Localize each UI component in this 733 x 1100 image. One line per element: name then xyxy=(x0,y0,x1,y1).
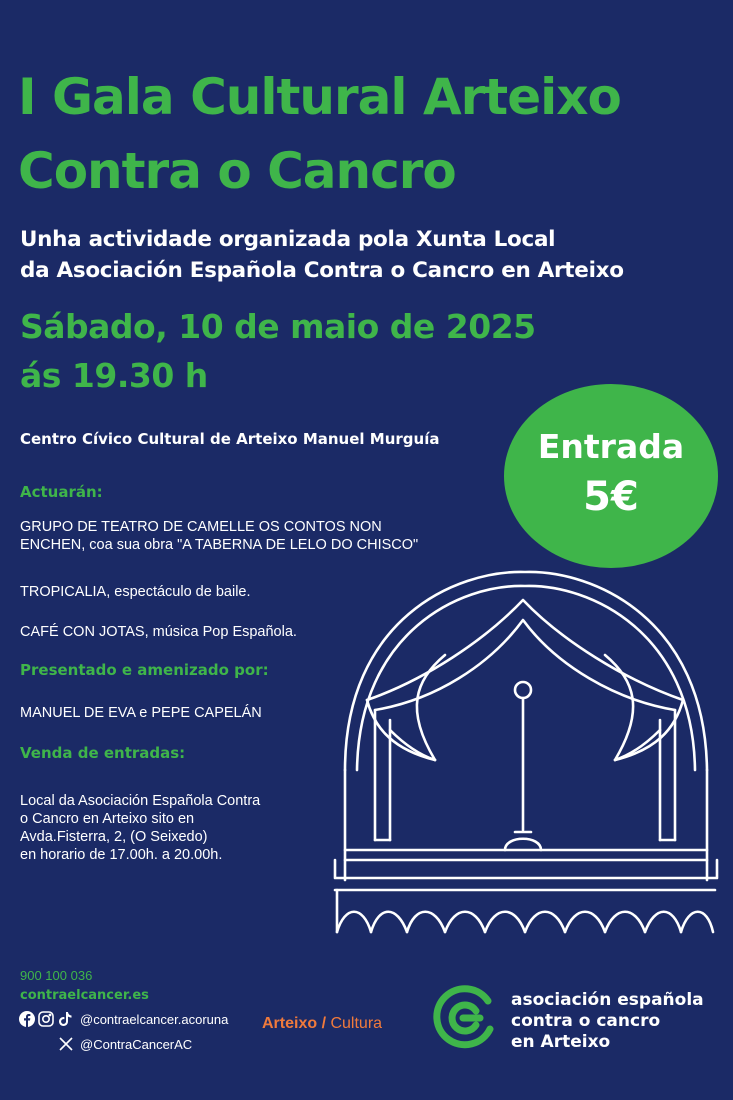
footer-phone: 900 100 036 xyxy=(20,968,93,983)
instagram-icon[interactable] xyxy=(38,1011,54,1027)
hosts-names: MANUEL DE EVA e PEPE CAPELÁN xyxy=(20,705,262,721)
title-line-2: Contra o Cancro xyxy=(18,142,456,200)
footer-website[interactable]: contraelcancer.es xyxy=(20,988,149,1003)
facebook-icon[interactable] xyxy=(19,1011,35,1027)
tickets-line-4: en horario de 17.00h. a 20.00h. xyxy=(20,847,223,863)
date-line-1: Sábado, 10 de maio de 2025 xyxy=(20,307,536,346)
hosts-heading: Presentado e amenizado por: xyxy=(20,661,269,679)
arteixo-cultura-logo xyxy=(262,1015,382,1033)
aecc-line-3: en Arteixo xyxy=(511,1032,611,1052)
aecc-line-2: contra o cancro xyxy=(511,1011,661,1031)
performers-heading: Actuarán: xyxy=(20,483,103,501)
event-title xyxy=(18,60,728,208)
social-row-2 xyxy=(58,1035,192,1053)
aecc-logo-icon xyxy=(430,985,496,1051)
title-line-1: I Gala Cultural Arteixo xyxy=(18,68,621,126)
badge-label: Entrada xyxy=(537,427,685,466)
theatre-stage-illustration xyxy=(315,560,733,940)
arteixo-separator: / xyxy=(317,1015,331,1032)
subtitle-line-1: Unha actividade organizada pola Xunta Local xyxy=(20,227,556,252)
performer-item-3: CAFÉ CON JOTAS, música Pop Española. xyxy=(20,624,297,640)
x-twitter-icon[interactable] xyxy=(58,1036,74,1052)
performer-item-1-line-1: GRUPO DE TEATRO DE CAMELLE OS CONTOS NON xyxy=(20,519,382,535)
arteixo-culture: Cultura xyxy=(330,1015,383,1032)
performer-item-2: TROPICALIA, espectáculo de baile. xyxy=(20,584,251,600)
organizer-subtitle xyxy=(20,224,720,286)
aecc-logo-text xyxy=(511,990,704,1053)
aecc-line-1: asociación española xyxy=(511,990,704,1010)
social-row-1 xyxy=(19,1010,228,1028)
social-handle-2[interactable]: @ContraCancerAC xyxy=(80,1036,193,1052)
tickets-line-2: o Cancro en Arteixo sito en xyxy=(20,811,195,827)
subtitle-line-2: da Asociación Española Contra o Cancro en Arteixo xyxy=(20,258,624,283)
tickets-line-3: Avda.Fisterra, 2, (O Seixedo) xyxy=(20,829,208,845)
tiktok-icon[interactable] xyxy=(57,1011,73,1027)
event-date xyxy=(20,302,620,400)
arteixo-brand: Arteixo xyxy=(262,1015,318,1032)
badge-price: 5€ xyxy=(583,474,639,520)
tickets-heading: Venda de entradas: xyxy=(20,744,186,762)
date-line-2: ás 19.30 h xyxy=(20,356,208,395)
ticket-price-badge xyxy=(504,384,718,568)
tickets-line-1: Local da Asociación Española Contra xyxy=(20,793,261,809)
performer-item-1-line-2: ENCHEN, coa sua obra "A TABERNA DE LELO DO CHISCO" xyxy=(20,537,419,553)
event-venue: Centro Cívico Cultural de Arteixo Manuel Murguía xyxy=(20,430,440,448)
social-handle-1[interactable]: @contraelcancer.acoruna xyxy=(80,1011,229,1027)
